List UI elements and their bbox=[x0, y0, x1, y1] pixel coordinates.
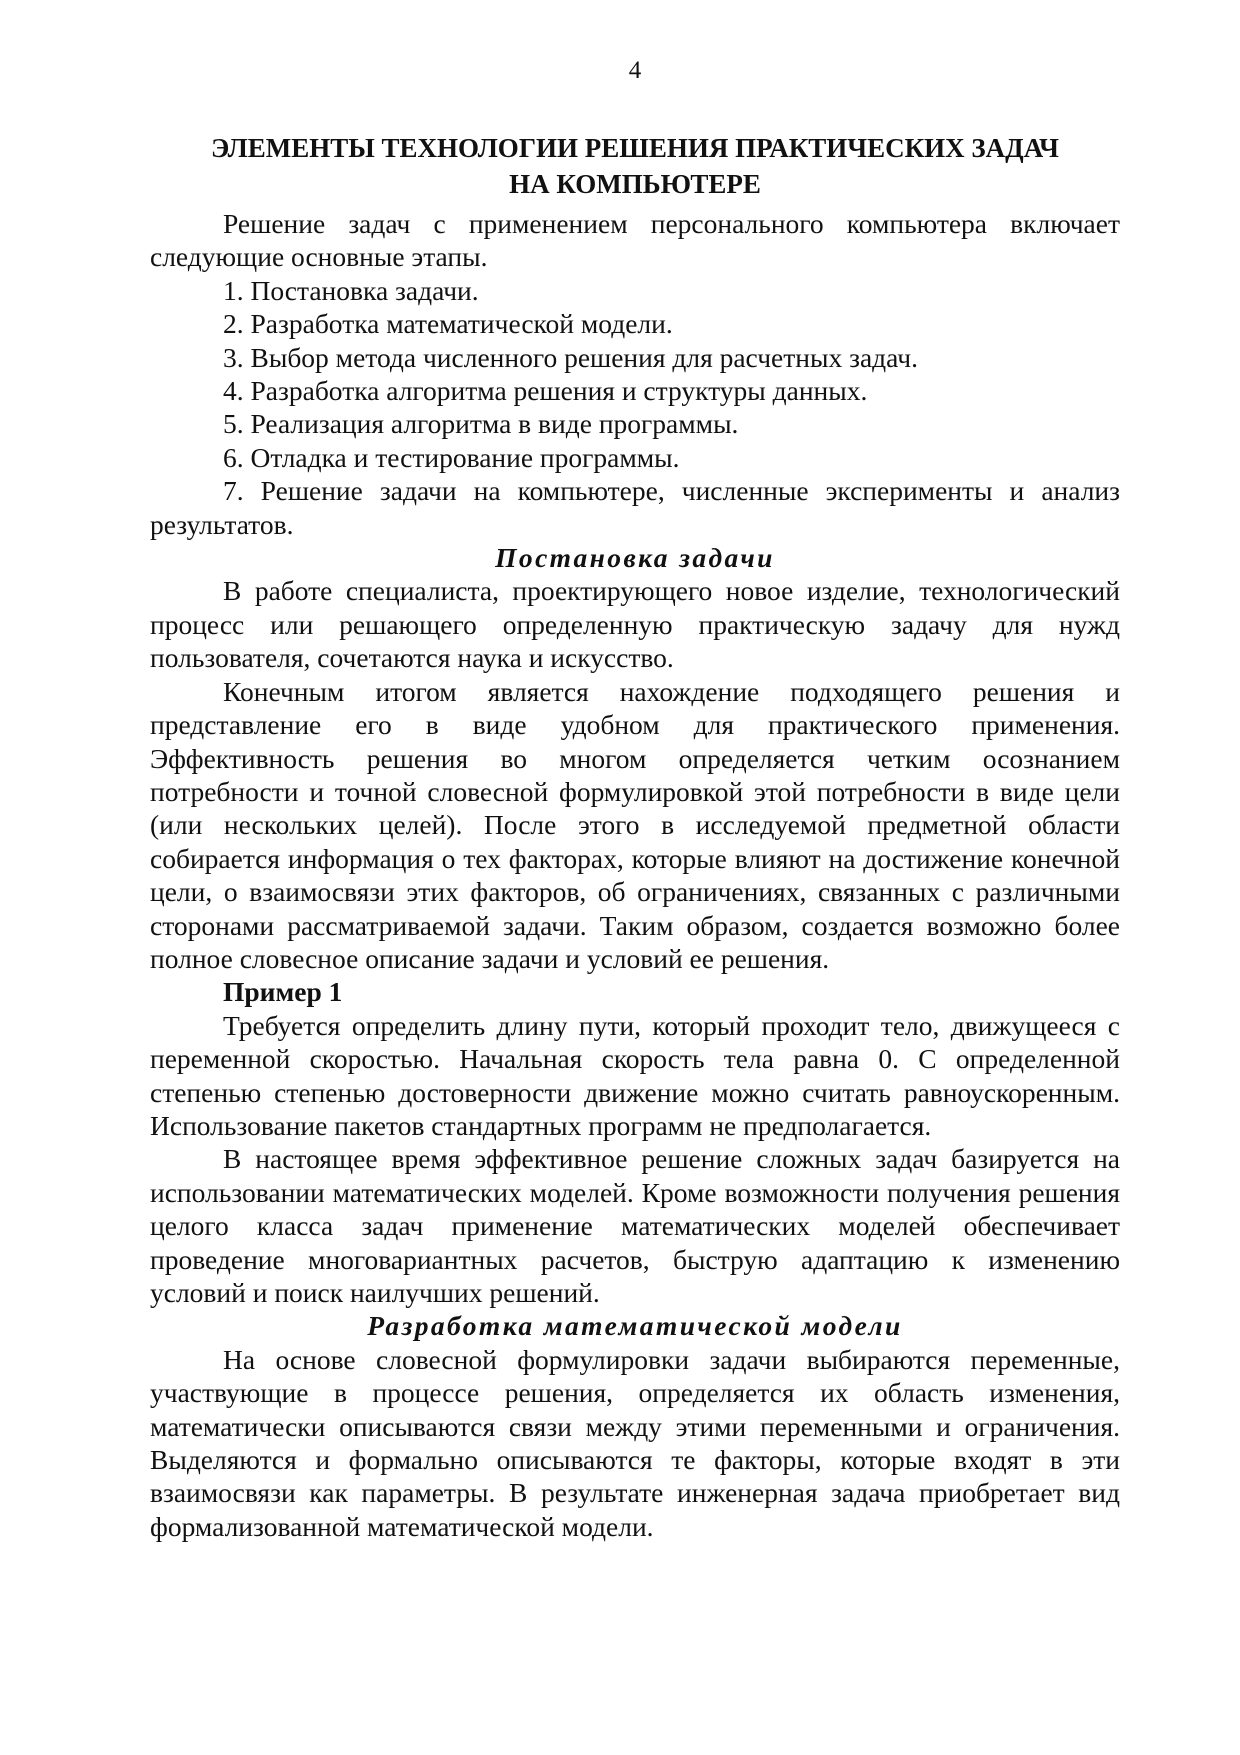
step-item: 3. Выбор метода численного решения для расчетных задач. bbox=[223, 341, 918, 373]
section1-paragraph-2: Конечным итогом является нахождение подходящего решения и представление его в виде удобном для практического применения. Эффективность решения во многом определяется четким осознанием потребности и точной словесной формулировкой этой потребности в виде цели (или нескольких целей). После этого в исследуемой предметной области собирается информация о тех факторах, которые влияют на достижение конечной цели, о взаимосвязи этих факторов, об ограничениях, связанных с различными сторонами рассматриваемой задачи. Таким образом, создается возможно более полное словесное описание задачи и условий ее решения. bbox=[150, 675, 1120, 974]
step-item: 2. Разработка математической модели. bbox=[223, 308, 673, 340]
section2-paragraph: На основе словесной формулировки задачи выбираются переменные, участвующие в процессе решения, определяется их область изменения, математически описываются связи между этими переменными и ограничения. Выделяются и формально описываются те факторы, которые входят в эти взаимосвязи как параметры. В результате инженерная задача приобретает вид формализованной математической модели. bbox=[150, 1343, 1120, 1542]
example-label: Пример 1 bbox=[223, 976, 343, 1008]
document-body bbox=[150, 207, 1120, 1543]
title-line-1: ЭЛЕМЕНТЫ ТЕХНОЛОГИИ РЕШЕНИЯ ПРАКТИЧЕСКИХ ЗАДАЧ bbox=[211, 133, 1059, 163]
step-item: 7. Решение задачи на компьютере, численные эксперименты и анализ результатов. bbox=[150, 475, 1120, 540]
step-item: 5. Реализация алгоритма в виде программы. bbox=[223, 408, 739, 440]
section-heading-problem-statement: Постановка задачи bbox=[495, 542, 775, 574]
title-line-2: НА КОМПЬЮТЕРЕ bbox=[509, 169, 761, 199]
step-item: 1. Постановка задачи. bbox=[223, 274, 479, 306]
document-title bbox=[150, 130, 1120, 202]
steps-list bbox=[150, 274, 1120, 541]
intro-paragraph: Решение задач с применением персонального компьютера включает следующие основные этапы. bbox=[150, 208, 1120, 273]
step-item: 4. Разработка алгоритма решения и структуры данных. bbox=[223, 375, 868, 407]
section-heading-math-model: Разработка математической модели bbox=[367, 1310, 903, 1342]
section1-paragraph-1: В работе специалиста, проектирующего новое изделие, технологический процесс или решающего определенную практическую задачу для нужд пользователя, сочетаются наука и искусство. bbox=[150, 575, 1120, 674]
page-number: 4 bbox=[628, 57, 642, 84]
step-item: 6. Отладка и тестирование программы. bbox=[223, 441, 680, 473]
example-text: Требуется определить длину пути, который проходит тело, движущееся с переменной скоростью. Начальная скорость тела равна 0. С определенной степенью степенью достоверности движение можно считать равноускоренным. Использование пакетов стандартных программ не предполагается. bbox=[150, 1009, 1120, 1141]
section1-closing-paragraph: В настоящее время эффективное решение сложных задач базируется на использовании математических моделей. Кроме возможности получения решения целого класса задач применение математических моделей обеспечивает проведение многовариантных расчетов, быструю адаптацию к изменению условий и поиск наилучших решений. bbox=[150, 1143, 1120, 1308]
